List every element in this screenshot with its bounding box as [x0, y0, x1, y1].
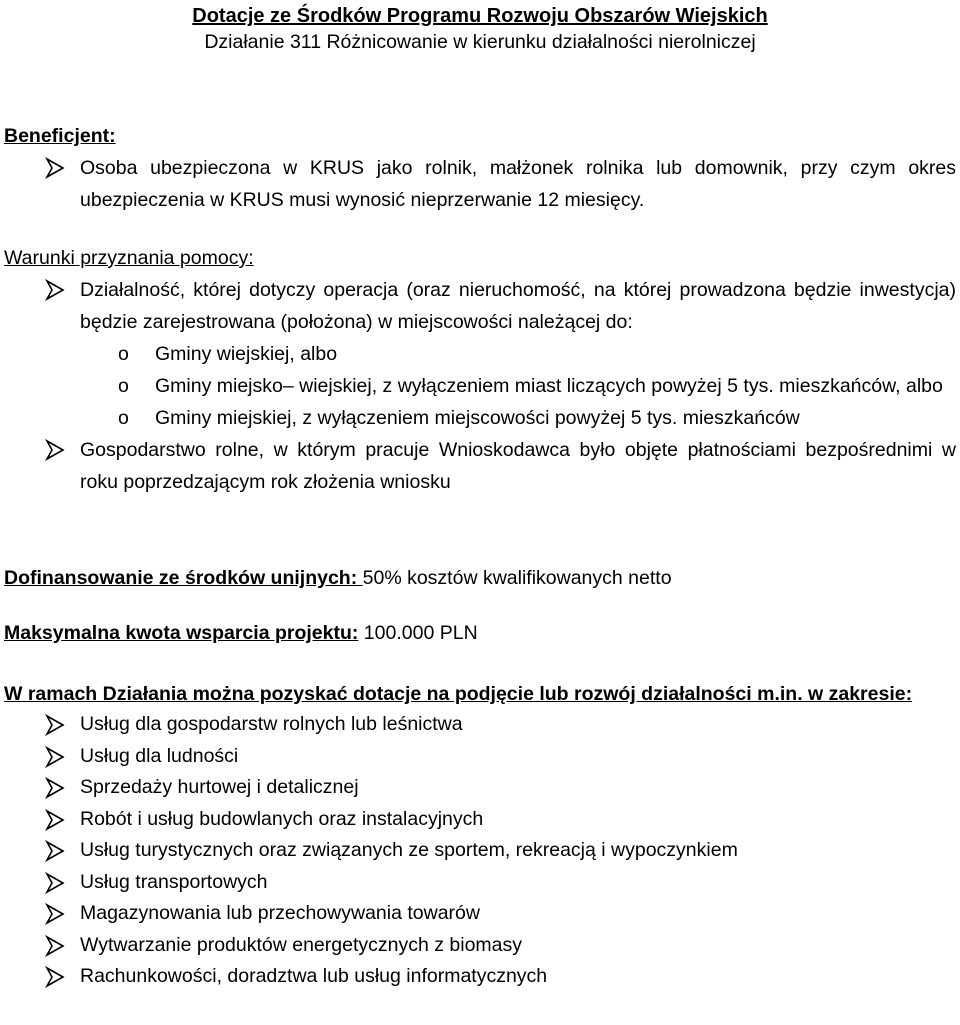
sub-item-text: Gminy wiejskiej, albo — [155, 343, 338, 365]
list-item — [4, 835, 956, 867]
warunki-label: Warunki przyznania pomocy: — [4, 247, 254, 269]
circle-bullet-icon: o — [118, 343, 129, 365]
zakres-list — [4, 709, 956, 993]
circle-bullet-icon: o — [118, 375, 129, 397]
zakres-item-text: Usług dla ludności — [80, 744, 239, 767]
maksymalna-label: Maksymalna kwota wsparcia projektu: — [4, 622, 359, 644]
list-item — [4, 741, 956, 773]
arrow-bullet-icon — [44, 274, 66, 306]
arrow-bullet-icon — [44, 930, 66, 962]
arrow-bullet-icon — [44, 772, 66, 804]
zakres-item-text: Usług dla gospodarstw rolnych lub leśnictwa — [80, 713, 463, 735]
warunki-item1-text: Działalność, której dotyczy operacja (oraz nieruchomość, na której prowadzona będzie inwestycja) będzie zarejestrowana (położona) w miejscowości należącej do: — [80, 279, 956, 333]
sub-item-text: Gminy miejskiej, z wyłączeniem miejscowości powyżej 5 tys. mieszkańców — [155, 407, 800, 429]
list-item — [4, 274, 956, 338]
title-block — [0, 3, 960, 55]
circle-bullet-icon: o — [118, 407, 129, 429]
arrow-bullet-icon — [44, 434, 66, 466]
list-item — [4, 804, 956, 836]
document-title: Dotacje ze Środków Programu Rozwoju Obszarów Wiejskich — [192, 5, 768, 27]
zakres-item-text: Robót i usług budowlanych oraz instalacyjnych — [80, 807, 484, 830]
sub-list-item — [4, 370, 956, 402]
document-subtitle: Działanie 311 Różnicowanie w kierunku działalności nierolniczej — [204, 31, 756, 53]
sub-list-item — [4, 402, 956, 434]
zakres-section — [4, 680, 956, 993]
maksymalna-section — [4, 617, 956, 649]
dofinansowanie-label: Dofinansowanie ze środków unijnych: — [4, 567, 363, 589]
arrow-bullet-icon — [44, 709, 66, 741]
list-item — [4, 898, 956, 930]
sub-item-text: Gminy miejsko– wiejskiej, z wyłączeniem miast liczących powyżej 5 tys. mieszkańców, albo — [155, 375, 943, 397]
beneficjent-section — [4, 120, 956, 216]
zakres-item-text: Wytwarzanie produktów energetycznych z biomasy — [80, 933, 523, 956]
arrow-bullet-icon — [44, 961, 66, 993]
warunki-section — [4, 242, 956, 498]
arrow-bullet-icon — [44, 741, 66, 773]
maksymalna-value: 100.000 PLN — [358, 622, 478, 644]
dofinansowanie-value: 50% kosztów kwalifikowanych netto — [362, 567, 672, 589]
zakres-item-text: Magazynowania lub przechowywania towarów — [80, 902, 480, 924]
sub-list-item — [4, 338, 956, 370]
list-item — [4, 152, 956, 216]
arrow-bullet-icon — [44, 152, 66, 184]
dofinansowanie-section — [4, 562, 956, 594]
zakres-item-text: Sprzedaży hurtowej i detalicznej — [80, 776, 359, 798]
arrow-bullet-icon — [44, 898, 66, 930]
list-item — [4, 961, 956, 993]
beneficjent-label: Beneficjent: — [4, 125, 116, 147]
arrow-bullet-icon — [44, 867, 66, 899]
arrow-bullet-icon — [44, 804, 66, 836]
beneficjent-item-text: Osoba ubezpieczona w KRUS jako rolnik, małżonek rolnika lub domownik, przy czym okres ubezpieczenia w KRUS musi wynosić nieprzerwanie 12 miesięcy. — [80, 157, 956, 211]
list-item — [4, 709, 956, 741]
arrow-bullet-icon — [44, 835, 66, 867]
zakres-item-text: Usług turystycznych oraz związanych ze sportem, rekreacją i wypoczynkiem — [80, 839, 738, 861]
list-item — [4, 930, 956, 962]
list-item — [4, 772, 956, 804]
list-item — [4, 867, 956, 899]
zakres-item-text: Rachunkowości, doradztwa lub usług informatycznych — [80, 965, 548, 987]
list-item — [4, 434, 956, 498]
zakres-label: W ramach Działania można pozyskać dotacje na podjęcie lub rozwój działalności m.in. w zakresie: — [4, 683, 913, 705]
warunki-item2-text: Gospodarstwo rolne, w którym pracuje Wnioskodawca było objęte płatnościami bezpośrednimi w roku poprzedzającym rok złożenia wniosku — [80, 439, 956, 493]
zakres-item-text: Usług transportowych — [80, 870, 268, 893]
